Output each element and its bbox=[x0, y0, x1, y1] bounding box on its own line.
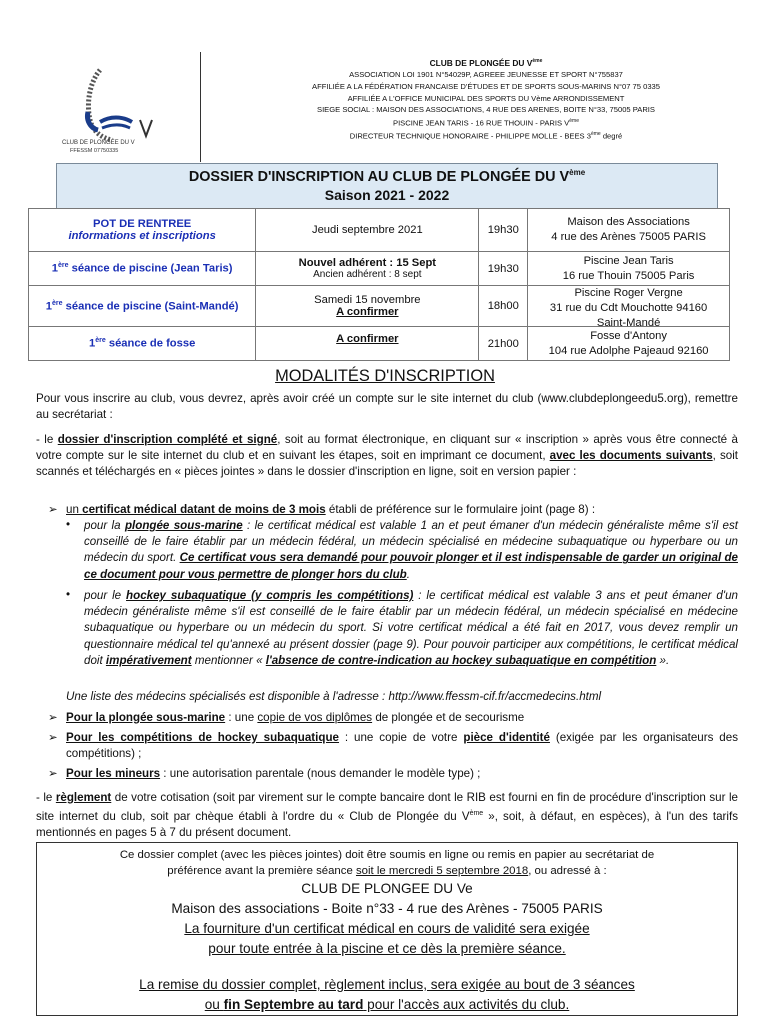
box-club-name: CLUB DE PLONGEE DU Ve bbox=[301, 881, 473, 896]
bullet-icon: • bbox=[66, 518, 71, 531]
box-line: pour toute entrée à la piscine et ce dès la première séance. bbox=[208, 941, 566, 956]
doctor-list-note: Une liste des médecins spécialisés est disponible à l'adresse : http://www.ffessm-cif.fr/accmedecins.html bbox=[66, 690, 602, 703]
document-title: DOSSIER D'INSCRIPTION AU CLUB DE PLONGÉE DU Vème bbox=[188, 168, 586, 185]
svg-text:FFESSM 07750335: FFESSM 07750335 bbox=[70, 148, 119, 154]
bullet-icon: • bbox=[66, 588, 71, 601]
assoc-line: AFFILIÉE A LA FÉDÉRATION FRANCAISE D'ÉTUDES ET DE SPORTS SOUS-MARINS N°07 75 0335 bbox=[312, 81, 660, 91]
header-divider bbox=[200, 52, 201, 162]
box-line: ou fin Septembre au tard pour l'accès aux activités du club. bbox=[204, 997, 570, 1012]
date-cell: Jeudi septembre 2021 bbox=[256, 209, 479, 252]
location-cell: Piscine Roger Vergne 31 rue du Cdt Mouchotte 94160 Saint-Mandé bbox=[528, 286, 730, 327]
time-cell: 19h30 bbox=[479, 209, 528, 252]
association-info bbox=[206, 56, 766, 142]
event-cell: 1ère séance de piscine (Jean Taris) bbox=[29, 252, 256, 286]
box-line: préférence avant la première séance soit le mercredi 5 septembre 2018, ou adressé à : bbox=[167, 865, 607, 877]
time-cell: 18h00 bbox=[479, 286, 528, 327]
minors-item: Pour les mineurs : une autorisation parentale (nous demander le modèle type) ; bbox=[66, 767, 481, 780]
section-title: MODALITÉS D'INSCRIPTION bbox=[275, 367, 495, 385]
location-cell: Maison des Associations 4 rue des Arènes 75005 PARIS bbox=[528, 209, 730, 252]
date-cell: Nouvel adhérent : 15 Sept Ancien adhérent : 8 sept bbox=[256, 252, 479, 286]
box-address: Maison des associations - Boite n°33 - 4 rue des Arènes - 75005 PARIS bbox=[171, 901, 603, 916]
date-cell: A confirmer bbox=[256, 327, 479, 361]
time-cell: 19h30 bbox=[479, 252, 528, 286]
box-line: Ce dossier complet (avec les pièces jointes) doit être soumis en ligne ou remis en papier au secrétariat de bbox=[119, 849, 655, 861]
arrow-bullet-icon: ➢ bbox=[48, 503, 58, 516]
location-cell: Fosse d'Antony 104 rue Adolphe Pajeaud 92160 bbox=[528, 327, 730, 361]
arrow-bullet-icon: ➢ bbox=[48, 731, 58, 744]
table-row bbox=[29, 286, 730, 327]
svg-text:CLUB DE PLONGÉE DU V: CLUB DE PLONGÉE DU V bbox=[62, 140, 135, 146]
date-cell: Samedi 15 novembre A confirmer bbox=[256, 286, 479, 327]
arrow-bullet-icon: ➢ bbox=[48, 767, 58, 780]
box-line: La fourniture d'un certificat médical en cours de validité sera exigée bbox=[184, 921, 590, 936]
season: Saison 2021 - 2022 bbox=[324, 186, 450, 203]
table-row bbox=[29, 327, 730, 361]
club-name: CLUB DE PLONGÉE DU Vème bbox=[429, 57, 543, 68]
assoc-line: ASSOCIATION LOI 1901 N°54029P, AGREEE JEUNESSE ET SPORT N°755837 bbox=[349, 70, 623, 80]
id-item: Pour les compétitions de hockey subaquatique : une copie de votre pièce d'identité (exigée par les organisateurs des compétitions) ; bbox=[66, 731, 738, 761]
table-row bbox=[29, 252, 730, 286]
assoc-line: DIRECTEUR TECHNIQUE HONORAIRE - PHILIPPE MOLLE - BEES 3ème degré bbox=[349, 130, 623, 141]
hockey-certificate-item: pour le hockey subaquatique (y compris les compétitions) : le certificat médical est valable 3 ans et peut émaner d'un médecin généraliste même s'il est conseillé de le faire établir par un médecin fédéral, un médecin spécialisé en médecine subaquatique ou hyperbare ou un médecin du sport. Si votre certificat médical a été fait en 2017, vous devez remplir un questionnaire médical tel qu'annexé au présent dossier (page 9). Pour pouvoir participer aux compétitions, le certificat médical doit impérativement mentionner « l'absence de contre-indication au hockey subaquatique en compétition ». bbox=[84, 589, 738, 667]
intro-paragraph: Pour vous inscrire au club, vous devrez, après avoir créé un compte sur le site internet du club (www.clubdeplongeedu5.org), remettre au secrétariat : bbox=[36, 392, 738, 422]
schedule-table bbox=[28, 208, 730, 361]
event-cell: POT DE RENTREE informations et inscriptions bbox=[29, 209, 256, 252]
assoc-line: AFFILIÉE A L'OFFICE MUNICIPAL DES SPORTS DU Vème ARRONDISSEMENT bbox=[347, 93, 625, 103]
event-cell: 1ère séance de fosse bbox=[29, 327, 256, 361]
submission-box bbox=[36, 842, 738, 1016]
assoc-line: PISCINE JEAN TARIS - 16 RUE THOUIN - PARIS Vème bbox=[393, 117, 579, 128]
box-line: La remise du dossier complet, règlement inclus, sera exigée au bout de 3 séances bbox=[139, 977, 635, 992]
certificate-item: un certificat médical datant de moins de 3 mois établi de préférence sur le formulaire joint (page 8) : bbox=[66, 503, 596, 516]
diving-certificate-item: pour la plongée sous-marine : le certificat médical est valable 1 an et peut émaner d'un médecin généraliste même s'il est conseillé de le faire établir par un médecin fédéral, un médecin spécialisé en médecine subaquatique ou hyperbare ou un médecin du sport. Ce certificat vous sera demandé pour pouvoir plonger et il est indispensable de garder un original de ce document pour vous permettre de plonger hors du club. bbox=[84, 519, 738, 581]
diplomas-item: Pour la plongée sous-marine : une copie de vos diplômes de plongée et de secourisme bbox=[66, 711, 525, 724]
location-cell: Piscine Jean Taris 16 rue Thouin 75005 Paris bbox=[528, 252, 730, 286]
club-logo bbox=[60, 62, 170, 154]
event-cell: 1ère séance de piscine (Saint-Mandé) bbox=[29, 286, 256, 327]
time-cell: 21h00 bbox=[479, 327, 528, 361]
assoc-line: SIEGE SOCIAL : MAISON DES ASSOCIATIONS, 4 RUE DES ARENES, BOITE N°33, 75005 PARIS bbox=[317, 105, 655, 115]
table-row bbox=[29, 209, 730, 252]
payment-paragraph: - le règlement de votre cotisation (soit par virement sur le compte bancaire dont le RIB est fourni en fin de procédure d'inscription sur le site internet du club, soit par chèque établi à l'ordre du « Club de Plongée du Vème », soit, à défaut, en espèces), à l'un des tarifs mentionnés en pages 5 à 7 du présent document. bbox=[36, 791, 738, 840]
arrow-bullet-icon: ➢ bbox=[48, 711, 58, 724]
document-title-box bbox=[56, 163, 718, 209]
dossier-paragraph: - le dossier d'inscription complété et signé, soit au format électronique, en cliquant sur « inscription » après vous être connecté à votre compte sur le site internet du club et en suivant les étapes, soit en imprimant ce document, avec les documents suivants, soit scannés et téléchargés en « pièces jointes » dans le dossier d'inscription en ligne, soit en version papier : bbox=[36, 433, 739, 479]
